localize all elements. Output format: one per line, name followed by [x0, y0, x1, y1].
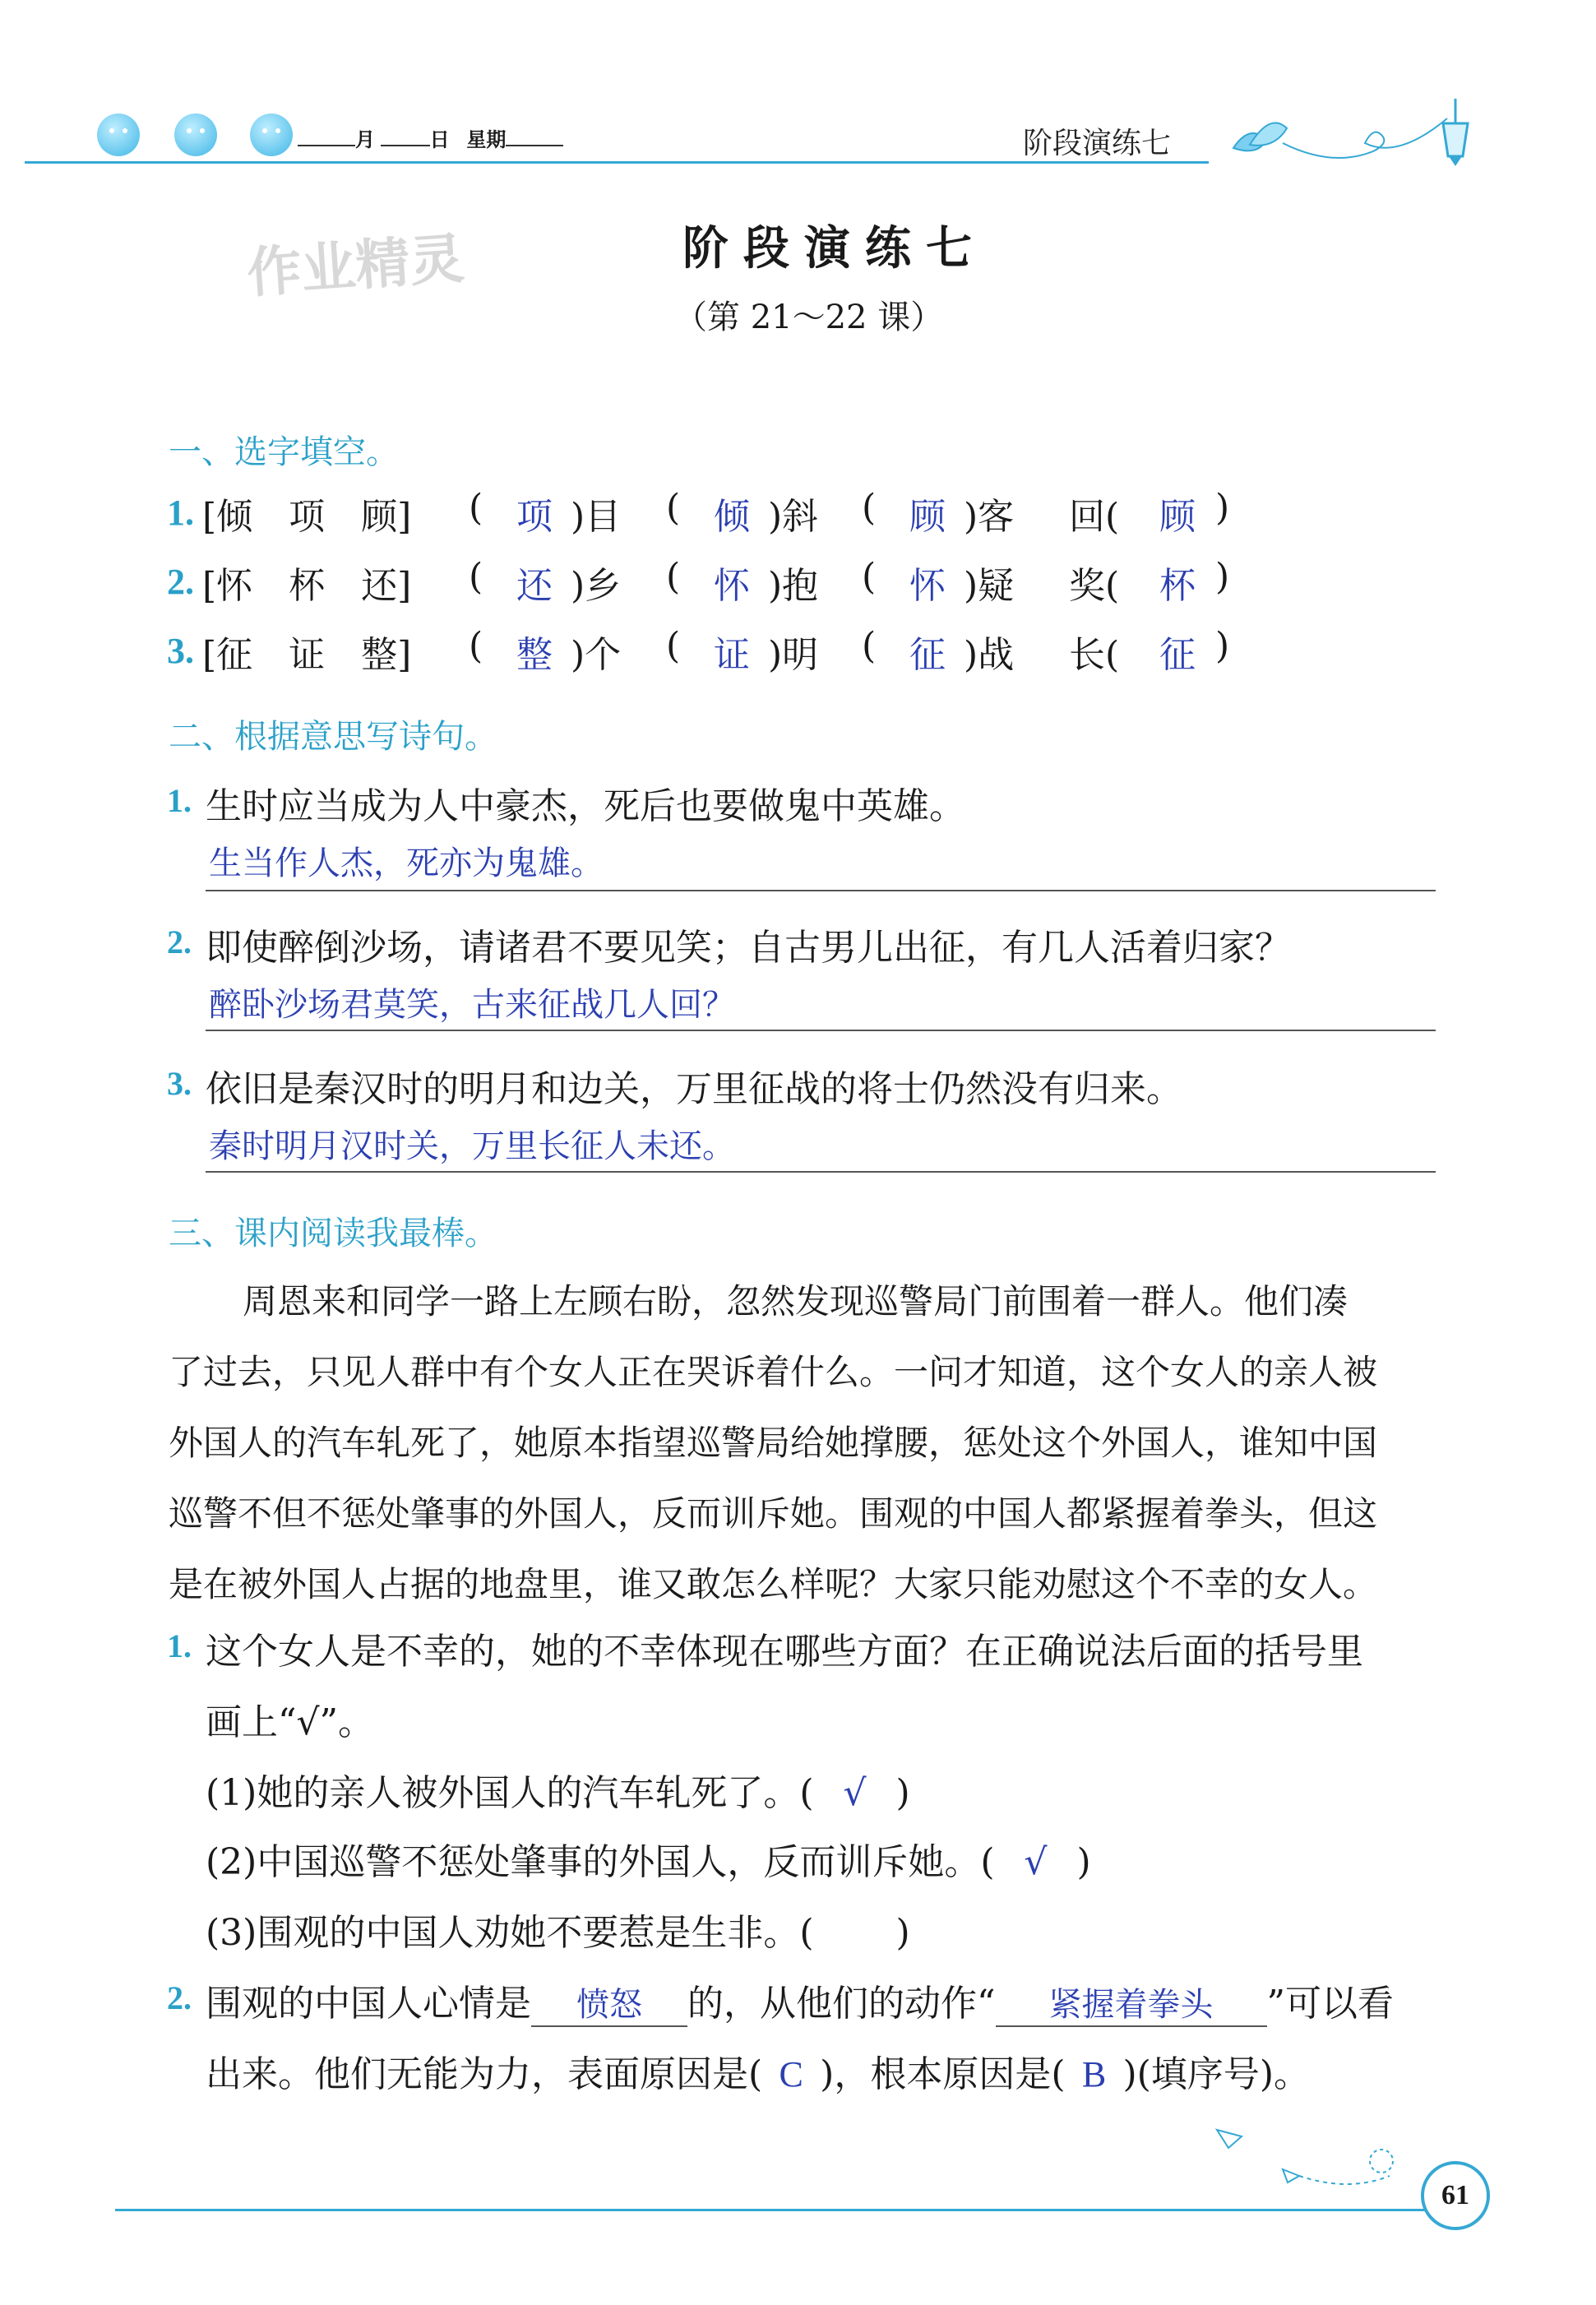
answer-char[interactable]: 整 — [516, 634, 553, 676]
q2-text-f: )(填序号)。 — [1122, 2053, 1311, 2095]
answer-char[interactable]: 怀 — [909, 565, 946, 607]
char-options: [倾 项 顾] — [202, 496, 412, 538]
answer-char[interactable]: 征 — [909, 634, 946, 676]
open-paren: ( — [469, 556, 483, 598]
answer-char[interactable]: 杯 — [1159, 565, 1196, 607]
q1-line2: 画上“√”。 — [206, 1701, 375, 1743]
q1-number: 1. — [167, 1627, 192, 1664]
word-tail: )目 — [571, 496, 622, 538]
date-fields — [298, 123, 563, 152]
answer-char[interactable]: 顾 — [1159, 496, 1196, 538]
butterfly-lamp-icon — [1217, 90, 1488, 173]
option-close: ) — [895, 1912, 910, 1954]
option-text: (2)中国巡警不惩处肇事的外国人，反而训斥她。( — [206, 1841, 995, 1883]
answer-char[interactable]: 倾 — [714, 496, 750, 538]
week-label: 星期 — [466, 129, 507, 151]
q2-number: 2. — [167, 1979, 192, 2016]
word-tail: )战 — [964, 634, 1015, 676]
open-paren: ( — [862, 487, 877, 529]
char-options: [征 证 整] — [202, 634, 412, 676]
q2-line1 — [206, 1974, 1394, 2027]
open-paren: ( — [862, 556, 877, 598]
section-1-heading: 一、选字填空。 — [169, 433, 399, 471]
open-paren: ( — [666, 556, 681, 598]
open-paren: ( — [666, 487, 681, 529]
poem-1-number: 1. — [167, 782, 192, 819]
option-text: (3)围观的中国人劝她不要惹是生非。( — [206, 1912, 814, 1954]
word-tail: )抱 — [768, 565, 819, 607]
poem-2-question: 即使醉倒沙场，请诸君不要见笑；自古男儿出征，有几人活着归家？ — [206, 927, 1291, 969]
passage-line: 外国人的汽车轧死了，她原本指望巡警局给她撑腰，惩处这个外国人，谁知中国 — [169, 1423, 1378, 1463]
poem-2-answer-line — [206, 1030, 1436, 1031]
header-section-label: 阶段演练七 — [1023, 127, 1172, 160]
option-answer[interactable]: √ — [1024, 1841, 1048, 1883]
footer-bird-icon — [1209, 2113, 1439, 2204]
poem-2-answer: 醉卧沙场君莫笑，古来征战几人回？ — [209, 986, 735, 1024]
month-label: 月 — [355, 129, 375, 151]
passage-line: 是在被外国人占据的地盘里，谁又敢怎么样呢？大家只能劝慰这个不幸的女人。 — [169, 1564, 1378, 1604]
page-number: 61 — [1421, 2161, 1490, 2230]
word-tail: ) — [1215, 625, 1230, 667]
word-tail: )乡 — [571, 565, 622, 607]
q1-line1: 这个女人是不幸的，她的不幸体现在哪些方面？在正确说法后面的括号里 — [206, 1631, 1363, 1673]
q2-text-d: 出来。他们无能为力，表面原因是( — [206, 2053, 763, 2095]
q2-text-b: 的，从他们的动作“ — [687, 1983, 996, 2025]
q2-line2 — [206, 2044, 1310, 2097]
passage-line: 了过去，只见人群中有个女人正在哭诉着什么。一问才知道，这个女人的亲人被 — [169, 1352, 1378, 1392]
passage-line: 巡警不但不惩处肇事的外国人，反而训斥她。围观的中国人都紧握着拳头，但这 — [169, 1493, 1378, 1534]
word-tail: )斜 — [768, 496, 819, 538]
word-tail: )疑 — [964, 565, 1015, 607]
poem-2-number: 2. — [167, 923, 192, 960]
answer-char[interactable]: 证 — [714, 634, 750, 676]
open-paren: ( — [862, 625, 877, 667]
q1-option-3 — [206, 1903, 910, 1956]
q2-text-e: )，根本原因是( — [820, 2053, 1066, 2095]
poem-1-answer: 生当作人杰，死亦为鬼雄。 — [209, 845, 604, 882]
poem-1-answer-line — [206, 890, 1436, 891]
poem-3-answer: 秦时明月汉时关，万里长征人未还。 — [209, 1127, 735, 1165]
footer-rule — [115, 2209, 1427, 2211]
word-tail: )明 — [768, 634, 819, 676]
open-paren: ( — [469, 625, 483, 667]
reading-passage — [169, 1266, 1451, 1620]
q2-blank-mood[interactable]: 愤怒 — [531, 1979, 687, 2027]
char-options: [怀 杯 还] — [202, 565, 412, 607]
poem-3-answer-line — [206, 1171, 1436, 1173]
row-number: 1. — [167, 493, 194, 533]
word-prefix: 长( — [1069, 634, 1120, 676]
word-tail: ) — [1215, 487, 1230, 529]
q1-option-1 — [206, 1763, 910, 1816]
word-prefix: 奖( — [1069, 565, 1120, 607]
answer-char[interactable]: 还 — [516, 565, 553, 607]
poem-3-question: 依旧是秦汉时的明月和边关，万里征战的将士仍然没有归来。 — [206, 1068, 1182, 1110]
option-close: ) — [1076, 1841, 1091, 1883]
open-paren: ( — [469, 487, 483, 529]
answer-char[interactable]: 怀 — [714, 565, 750, 607]
neutral-face-icon — [174, 113, 217, 156]
watermark: 作业精灵 — [245, 226, 466, 306]
q2-blank-action[interactable]: 紧握着拳头 — [996, 1979, 1267, 2027]
word-prefix: 回( — [1069, 496, 1120, 538]
word-tail: )个 — [571, 634, 622, 676]
open-paren: ( — [666, 625, 681, 667]
answer-char[interactable]: 征 — [1159, 634, 1196, 676]
page-subtitle: （第 21～22 课） — [674, 299, 944, 336]
q2-text-a: 围观的中国人心情是 — [206, 1983, 531, 2025]
q2-answer-surface[interactable]: C — [779, 2054, 803, 2094]
answer-char[interactable]: 顾 — [909, 496, 946, 538]
word-tail: ) — [1215, 556, 1230, 598]
row-number: 2. — [167, 562, 194, 602]
row-number: 3. — [167, 631, 194, 671]
poem-3-number: 3. — [167, 1065, 192, 1102]
option-answer[interactable]: √ — [843, 1772, 867, 1814]
q2-text-c: ”可以看 — [1266, 1983, 1394, 2025]
section-3-heading: 三、课内阅读我最棒。 — [169, 1215, 497, 1252]
poem-1-question: 生时应当成为人中豪杰，死后也要做鬼中英雄。 — [206, 785, 965, 827]
answer-char[interactable]: 项 — [516, 496, 553, 538]
smiley-face-icon — [97, 113, 140, 156]
page-title: 阶段演练七 — [682, 221, 987, 275]
sad-face-icon — [250, 113, 293, 156]
passage-line: 周恩来和同学一路上左顾右盼，忽然发现巡警局门前围着一群人。他们凑 — [243, 1281, 1349, 1321]
q2-answer-root[interactable]: B — [1081, 2054, 1107, 2094]
q1-option-2 — [206, 1832, 1091, 1885]
header-rule — [25, 161, 1209, 164]
day-label: 日 — [429, 129, 450, 151]
option-text: (1)她的亲人被外国人的汽车轧死了。( — [206, 1772, 814, 1814]
option-close: ) — [895, 1772, 910, 1814]
section-2-heading: 二、根据意思写诗句。 — [169, 718, 497, 756]
word-tail: )客 — [964, 496, 1015, 538]
